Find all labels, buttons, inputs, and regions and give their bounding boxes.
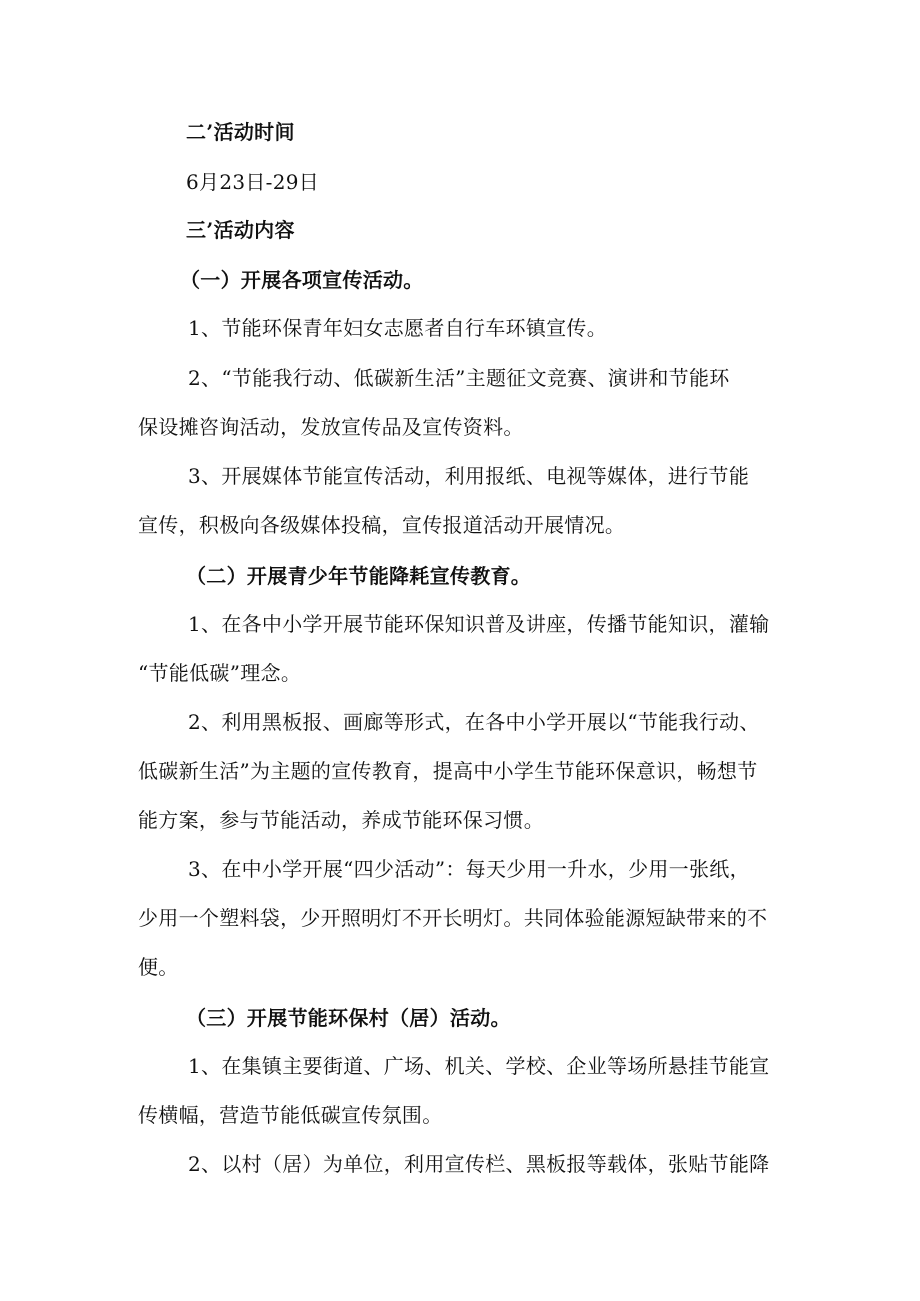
paragraph-line: 2、“节能我行动、低碳新生活”主题征文竞赛、演讲和节能环 [188,366,730,390]
paragraph-line: 1、在集镇主要街道、广场、机关、学校、企业等场所悬挂节能宣 [188,1054,770,1078]
paragraph-line: 低碳新生活”为主题的宣传教育，提高中小学生节能环保意识，畅想节 [138,759,758,783]
paragraph-line: 2、利用黑板报、画廊等形式，在各中小学开展以“节能我行动、 [188,710,760,734]
paragraph-line: 1、在各中小学开展节能环保知识普及讲座，传播节能知识，灌输 [188,612,770,636]
paragraph-line: 保设摊咨询活动，发放宣传品及宣传资料。 [138,415,524,439]
paragraph-line: “节能低碳”理念。 [138,661,302,685]
paragraph-line: 3、开展媒体节能宣传活动，利用报纸、电视等媒体，进行节能 [188,464,750,488]
subheading-2: （二）开展青少年节能降耗宣传教育。 [186,564,532,588]
subheading-1: （一）开展各项宣传活动。 [180,268,424,292]
paragraph-line: 2、以村（居）为单位，利用宣传栏、黑板报等载体，张贴节能降 [188,1152,770,1176]
paragraph-line: 1、节能环保青年妇女志愿者自行车环镇宣传。 [188,316,608,340]
paragraph-line: 宣传，积极向各级媒体投稿，宣传报道活动开展情况。 [138,513,626,537]
activity-dates: 6月23日-29日 [186,170,320,194]
paragraph-line: 便。 [138,955,179,979]
paragraph-line: 能方案，参与节能活动，养成节能环保习惯。 [138,808,544,832]
paragraph-line: 传横幅，营造节能低碳宣传氛围。 [138,1103,443,1127]
section-heading-content: 三’活动内容 [186,218,295,242]
paragraph-line: 少用一个塑料袋，少开照明灯不开长明灯。共同体验能源短缺带来的不 [138,906,768,930]
subheading-3: （三）开展节能环保村（居）活动。 [186,1006,511,1030]
paragraph-line: 3、在中小学开展“四少活动”：每天少用一升水，少用一张纸， [188,857,750,881]
section-heading-time: 二’活动时间 [186,120,295,144]
